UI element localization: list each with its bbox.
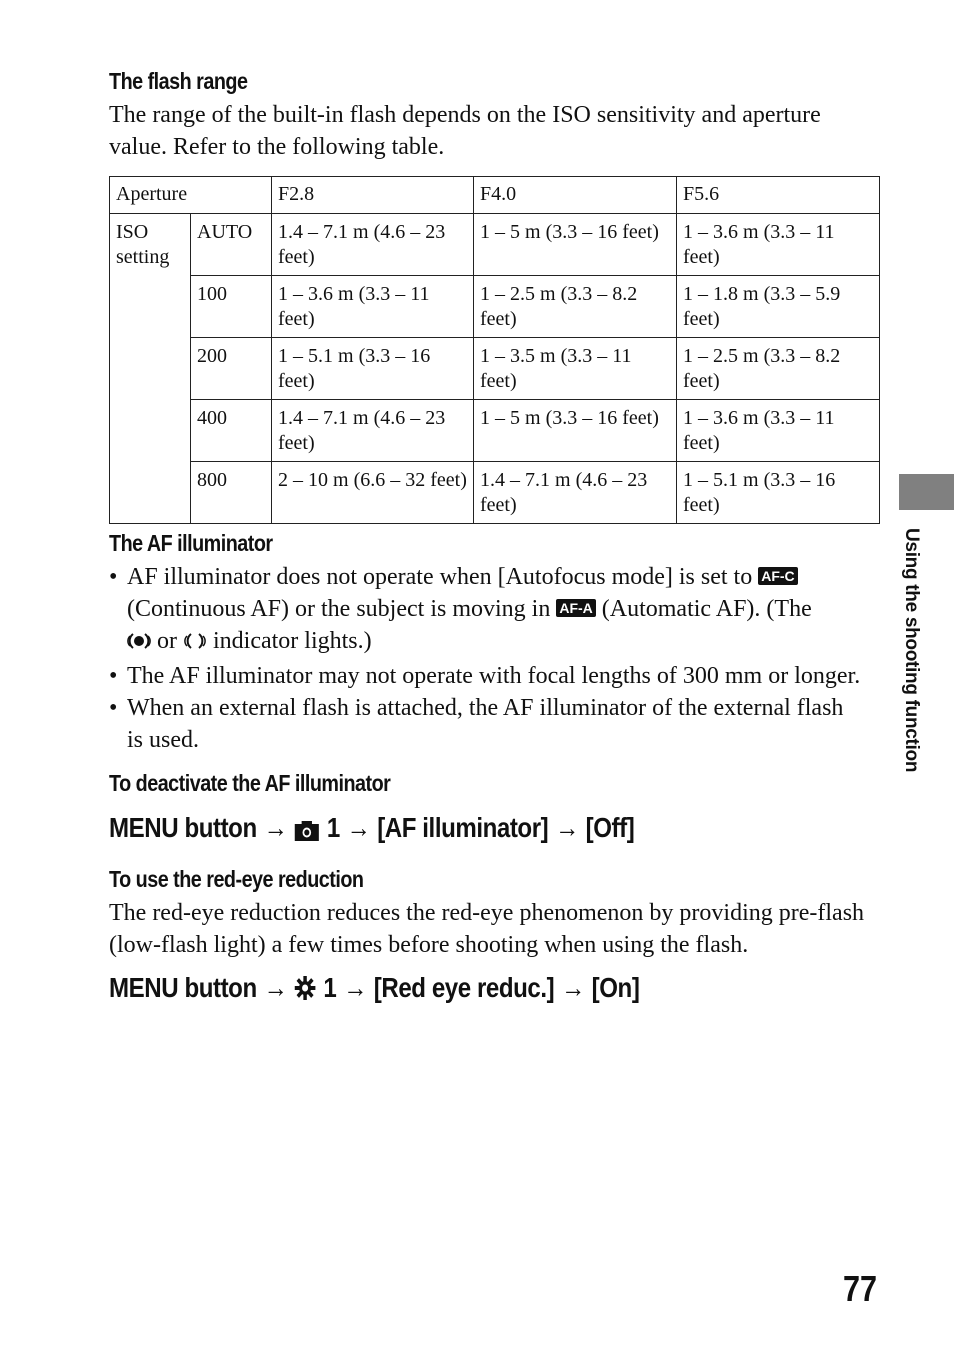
focus-brackets-icon (183, 628, 207, 660)
menu-button-label: MENU button (109, 972, 257, 1003)
arrow-right-icon: → (346, 812, 371, 843)
bullet-text: (Automatic AF). (The (601, 596, 812, 622)
af-illuminator-list (109, 561, 899, 756)
arrow-right-icon: → (343, 972, 367, 1003)
range-cell: 1.4 – 7.1 m (4.6 – 23 feet) (272, 400, 474, 462)
table-row (110, 462, 880, 524)
gear-icon (294, 975, 316, 1001)
table-row (110, 400, 880, 462)
arrow-right-icon: → (263, 812, 288, 843)
flash-range-heading: The flash range (109, 68, 248, 94)
range-cell: 1 – 5.1 m (3.3 – 16 feet) (272, 338, 474, 400)
red-eye-heading: To use the red-eye reduction (109, 866, 364, 892)
deactivate-menu-path (109, 812, 634, 844)
af-illuminator-heading: The AF illuminator (109, 530, 273, 556)
list-item: • When an external flash is attached, the AF illuminator of the external flash is used. (109, 695, 844, 753)
range-cell: 1 – 5 m (3.3 – 16 feet) (474, 400, 677, 462)
table-row (110, 338, 880, 400)
menu-value: [On] (591, 972, 640, 1003)
camera-icon (294, 817, 320, 839)
range-cell: 1 – 3.5 m (3.3 – 11 feet) (474, 338, 677, 400)
bullet-text: The AF illuminator may not operate with focal lengths of 300 mm or longer. (127, 663, 861, 689)
deactivate-heading: To deactivate the AF illuminator (109, 770, 391, 796)
range-cell: 1 – 3.6 m (3.3 – 11 feet) (272, 276, 474, 338)
bullet-text: When an external flash is attached, the AF illuminator of the external flash is used. (127, 695, 844, 753)
bullet-text: AF illuminator does not operate when [Autofocus mode] is set to (127, 564, 753, 590)
list-item: • The AF illuminator may not operate with focal lengths of 300 mm or longer. (109, 663, 861, 689)
bullet-text: or (157, 628, 177, 654)
arrow-right-icon: → (555, 812, 579, 843)
range-cell: 1 – 1.8 m (3.3 – 5.9 feet) (677, 276, 880, 338)
iso-value: 100 (191, 276, 272, 338)
red-eye-menu-path (109, 972, 639, 1004)
table-header-row (110, 177, 880, 214)
iso-value: 800 (191, 462, 272, 524)
menu-item: [Red eye reduc.] (373, 972, 555, 1003)
iso-value: AUTO (191, 214, 272, 276)
col-header: F5.6 (677, 177, 880, 214)
red-eye-body: The red-eye reduction reduces the red-eye phenomenon by providing pre-flash (low-flash light) a few times before shooting when using the flash. (109, 900, 865, 958)
col-header: F2.8 (272, 177, 474, 214)
aperture-header: Aperture (110, 177, 272, 214)
focus-indicator-icon (127, 628, 151, 660)
bullet-text: indicator lights.) (213, 628, 372, 654)
menu-item: [AF illuminator] (377, 812, 549, 843)
afc-mode-icon: AF-C (758, 567, 797, 585)
iso-value: 400 (191, 400, 272, 462)
afa-mode-icon: AF-A (556, 599, 595, 617)
flash-range-table (109, 176, 880, 524)
range-cell: 1 – 2.5 m (3.3 – 8.2 feet) (677, 338, 880, 400)
page-number: 77 (843, 1268, 878, 1309)
menu-value: [Off] (585, 812, 635, 843)
flash-range-intro: The range of the built-in flash depends on the ISO sensitivity and aperture value. Refer to the following table. (109, 102, 821, 160)
table-row (110, 276, 880, 338)
arrow-right-icon: → (263, 972, 288, 1003)
menu-page-number: 1 (323, 972, 337, 1003)
arrow-right-icon: → (561, 972, 585, 1003)
range-cell: 2 – 10 m (6.6 – 32 feet) (272, 462, 474, 524)
iso-setting-label: ISO setting (110, 214, 191, 524)
range-cell: 1 – 3.6 m (3.3 – 11 feet) (677, 214, 880, 276)
menu-button-label: MENU button (109, 812, 257, 843)
menu-page-number: 1 (326, 812, 340, 843)
col-header: F4.0 (474, 177, 677, 214)
bullet-text: (Continuous AF) or the subject is moving in (127, 596, 551, 622)
range-cell: 1 – 5 m (3.3 – 16 feet) (474, 214, 677, 276)
list-item: • AF illuminator does not operate when [Autofocus mode] is set to AF-C (Continuous AF) or the subject is moving in AF-A (Automatic AF). (The or indicator lights.) (109, 561, 899, 660)
range-cell: 1.4 – 7.1 m (4.6 – 23 feet) (272, 214, 474, 276)
section-tab-marker (899, 474, 954, 510)
range-cell: 1.4 – 7.1 m (4.6 – 23 feet) (474, 462, 677, 524)
range-cell: 1 – 2.5 m (3.3 – 8.2 feet) (474, 276, 677, 338)
range-cell: 1 – 5.1 m (3.3 – 16 feet) (677, 462, 880, 524)
iso-value: 200 (191, 338, 272, 400)
section-side-label: Using the shooting function (901, 528, 922, 773)
range-cell: 1 – 3.6 m (3.3 – 11 feet) (677, 400, 880, 462)
table-row (110, 214, 880, 276)
